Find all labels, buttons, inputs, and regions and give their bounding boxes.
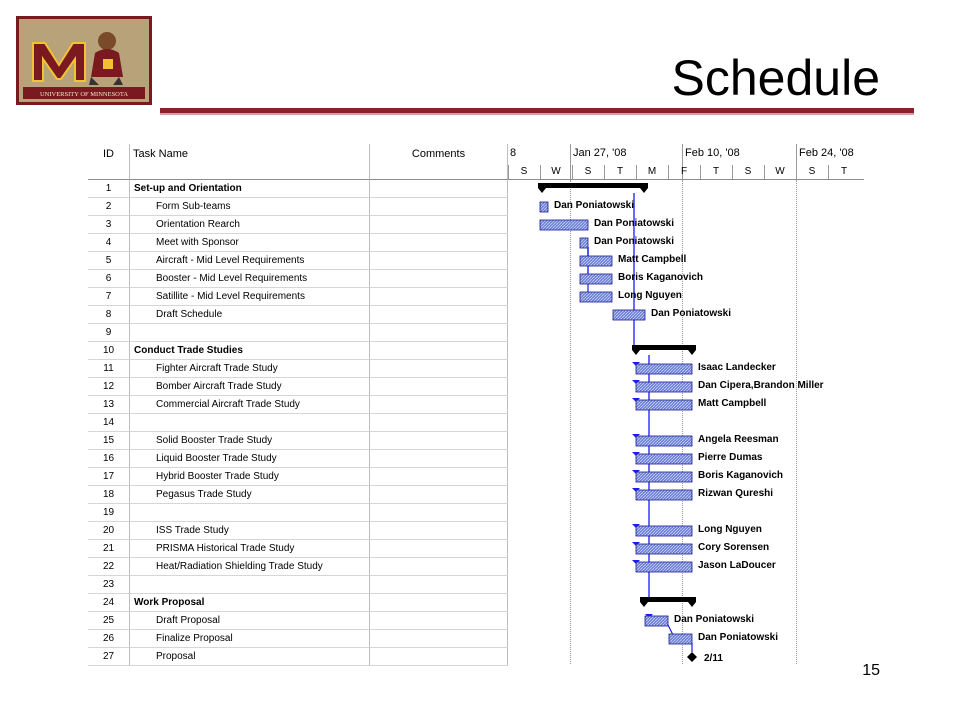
page-number: 15 [862,662,880,679]
day-label: T [604,165,635,179]
task-name[interactable] [130,504,370,522]
task-comment[interactable] [370,594,508,612]
resource-label: Rizwan Qureshi [698,488,774,499]
university-of-minnesota-logo [16,16,152,105]
summary-bar-end [688,602,696,607]
task-id: 3 [88,216,130,234]
summary-bar [640,597,696,602]
task-name[interactable]: Liquid Booster Trade Study [130,450,370,468]
column-header-id[interactable]: ID [88,144,130,180]
task-id: 27 [88,648,130,666]
table-row[interactable] [88,270,508,288]
task-id: 2 [88,198,130,216]
title-divider [160,108,914,115]
table-row[interactable] [88,288,508,306]
table-row[interactable] [88,432,508,450]
task-table [88,144,508,664]
task-name[interactable]: Draft Proposal [130,612,370,630]
week-label: Feb 24, '08 [799,147,854,159]
task-bar [540,202,548,212]
task-comment[interactable] [370,504,508,522]
task-id: 10 [88,342,130,360]
resource-label: Isaac Landecker [698,362,776,373]
task-comment[interactable] [370,288,508,306]
resource-label: Boris Kaganovich [698,470,784,481]
slide-title: Schedule [671,50,880,106]
task-id: 6 [88,270,130,288]
resource-label: Dan Poniatowski [674,614,755,625]
task-comment[interactable] [370,648,508,666]
dependency-line [668,625,673,635]
logo-text: UNIVERSITY OF MINNESOTA [39,91,129,98]
task-name[interactable]: PRISMA Historical Trade Study [130,540,370,558]
resource-label: Long Nguyen [618,290,682,301]
task-bar [636,436,692,446]
task-name[interactable]: Finalize Proposal [130,630,370,648]
task-id: 14 [88,414,130,432]
task-name[interactable]: Draft Schedule [130,306,370,324]
week-label: Feb 10, '08 [685,147,740,159]
resource-label: Dan Poniatowski [651,308,732,319]
day-label: S [732,165,763,179]
day-label: M [636,165,667,179]
task-id: 20 [88,522,130,540]
task-name[interactable]: Pegasus Trade Study [130,486,370,504]
table-row[interactable] [88,414,508,432]
task-comment[interactable] [370,450,508,468]
task-comment[interactable] [370,522,508,540]
task-id: 21 [88,540,130,558]
table-row[interactable] [88,540,508,558]
task-id: 16 [88,450,130,468]
task-id: 13 [88,396,130,414]
table-row[interactable] [88,450,508,468]
task-comment[interactable] [370,630,508,648]
day-label: W [764,165,795,179]
summary-bar-end [538,188,546,193]
task-name[interactable]: Aircraft - Mid Level Requirements [130,252,370,270]
task-name[interactable]: Heat/Radiation Shielding Trade Study [130,558,370,576]
task-name[interactable] [130,324,370,342]
task-name[interactable]: Orientation Rearch [130,216,370,234]
task-bar [636,544,692,554]
table-row[interactable] [88,234,508,252]
summary-bar-end [640,602,648,607]
summary-bar-end [640,188,648,193]
task-name[interactable]: Solid Booster Trade Study [130,432,370,450]
table-row[interactable] [88,342,508,360]
task-comment[interactable] [370,540,508,558]
task-id: 7 [88,288,130,306]
task-id: 4 [88,234,130,252]
task-comment[interactable] [370,486,508,504]
task-comment[interactable] [370,360,508,378]
resource-label: Boris Kaganovich [618,272,704,283]
resource-label: Dan Poniatowski [698,632,779,643]
day-label: F [668,165,699,179]
resource-label: Angela Reesman [698,434,779,445]
task-bar [636,400,692,410]
day-label: S [796,165,827,179]
week-label: Jan 27, '08 [573,147,627,159]
task-comment[interactable] [370,270,508,288]
task-id: 17 [88,468,130,486]
resource-label: Long Nguyen [698,524,762,535]
task-comment[interactable] [370,432,508,450]
task-bar [613,310,645,320]
task-bar [636,562,692,572]
milestone-label: 2/11 [704,653,723,664]
resource-label: Dan Poniatowski [554,200,635,211]
day-label: S [508,165,539,179]
table-row[interactable] [88,378,508,396]
task-comment[interactable] [370,558,508,576]
summary-bar [538,183,648,188]
task-comment[interactable] [370,378,508,396]
task-bar [636,526,692,536]
task-comment[interactable] [370,468,508,486]
resource-label: Cory Sorensen [698,542,770,553]
task-comment[interactable] [370,216,508,234]
task-bar [580,274,612,284]
table-row[interactable] [88,558,508,576]
table-row[interactable] [88,612,508,630]
task-comment[interactable] [370,180,508,198]
summary-bar-end [632,350,640,355]
table-row[interactable] [88,504,508,522]
table-row[interactable] [88,630,508,648]
table-row[interactable] [88,486,508,504]
resource-label: Matt Campbell [698,398,767,409]
task-name[interactable]: ISS Trade Study [130,522,370,540]
resource-label: Dan Poniatowski [594,218,675,229]
task-id: 24 [88,594,130,612]
table-row[interactable] [88,198,508,216]
week-label: 8 [510,147,517,159]
summary-bar [632,345,696,350]
resource-label: Jason LaDoucer [698,560,776,571]
task-name[interactable]: Satillite - Mid Level Requirements [130,288,370,306]
milestone-diamond [687,652,697,662]
task-comment[interactable] [370,324,508,342]
task-name[interactable]: Bomber Aircraft Trade Study [130,378,370,396]
table-row[interactable] [88,468,508,486]
table-row[interactable] [88,252,508,270]
task-id: 8 [88,306,130,324]
day-label: T [828,165,859,179]
table-row[interactable] [88,360,508,378]
task-bar [636,472,692,482]
task-bar [580,256,612,266]
table-row[interactable] [88,576,508,594]
task-id: 9 [88,324,130,342]
task-id: 5 [88,252,130,270]
table-row[interactable] [88,522,508,540]
task-name[interactable]: Set-up and Orientation [130,180,370,198]
task-bar [636,490,692,500]
task-id: 22 [88,558,130,576]
task-name[interactable]: Conduct Trade Studies [130,342,370,360]
task-comment[interactable] [370,342,508,360]
task-comment[interactable] [370,306,508,324]
task-bar [645,616,668,626]
task-name[interactable]: Meet with Sponsor [130,234,370,252]
task-id: 1 [88,180,130,198]
task-name[interactable]: Commercial Aircraft Trade Study [130,396,370,414]
table-row[interactable] [88,324,508,342]
resource-label: Dan Poniatowski [594,236,675,247]
task-comment[interactable] [370,252,508,270]
summary-bar-end [688,350,696,355]
table-row[interactable] [88,396,508,414]
table-row[interactable] [88,180,508,198]
task-comment[interactable] [370,414,508,432]
task-name[interactable]: Hybrid Booster Trade Study [130,468,370,486]
task-bar [636,382,692,392]
table-row[interactable] [88,648,508,666]
task-name[interactable]: Work Proposal [130,594,370,612]
table-row[interactable] [88,216,508,234]
gantt-timeline [508,144,864,664]
task-comment[interactable] [370,234,508,252]
task-id: 12 [88,378,130,396]
task-name[interactable] [130,414,370,432]
task-bar [669,634,692,644]
task-bar [540,220,588,230]
resource-label: Dan Cipera,Brandon Miller [698,380,824,391]
day-label: T [700,165,731,179]
resource-label: Matt Campbell [618,254,687,265]
task-comment[interactable] [370,576,508,594]
table-row[interactable] [88,306,508,324]
task-bar [580,292,612,302]
column-header-comments[interactable]: Comments [370,144,508,180]
day-label: W [540,165,571,179]
task-id: 25 [88,612,130,630]
task-bar [580,238,588,248]
day-label: S [572,165,603,179]
task-comment[interactable] [370,396,508,414]
gantt-bars [508,144,864,664]
task-bar [636,454,692,464]
task-comment[interactable] [370,198,508,216]
task-name[interactable]: Fighter Aircraft Trade Study [130,360,370,378]
column-header-task-name[interactable]: Task Name [130,144,370,180]
task-bar [636,364,692,374]
task-name[interactable] [130,576,370,594]
task-name[interactable]: Booster - Mid Level Requirements [130,270,370,288]
task-name[interactable]: Proposal [130,648,370,666]
task-id: 15 [88,432,130,450]
task-id: 18 [88,486,130,504]
task-id: 23 [88,576,130,594]
resource-label: Pierre Dumas [698,452,763,463]
task-id: 11 [88,360,130,378]
task-id: 26 [88,630,130,648]
table-row[interactable] [88,594,508,612]
task-name[interactable]: Form Sub-teams [130,198,370,216]
task-id: 19 [88,504,130,522]
task-comment[interactable] [370,612,508,630]
